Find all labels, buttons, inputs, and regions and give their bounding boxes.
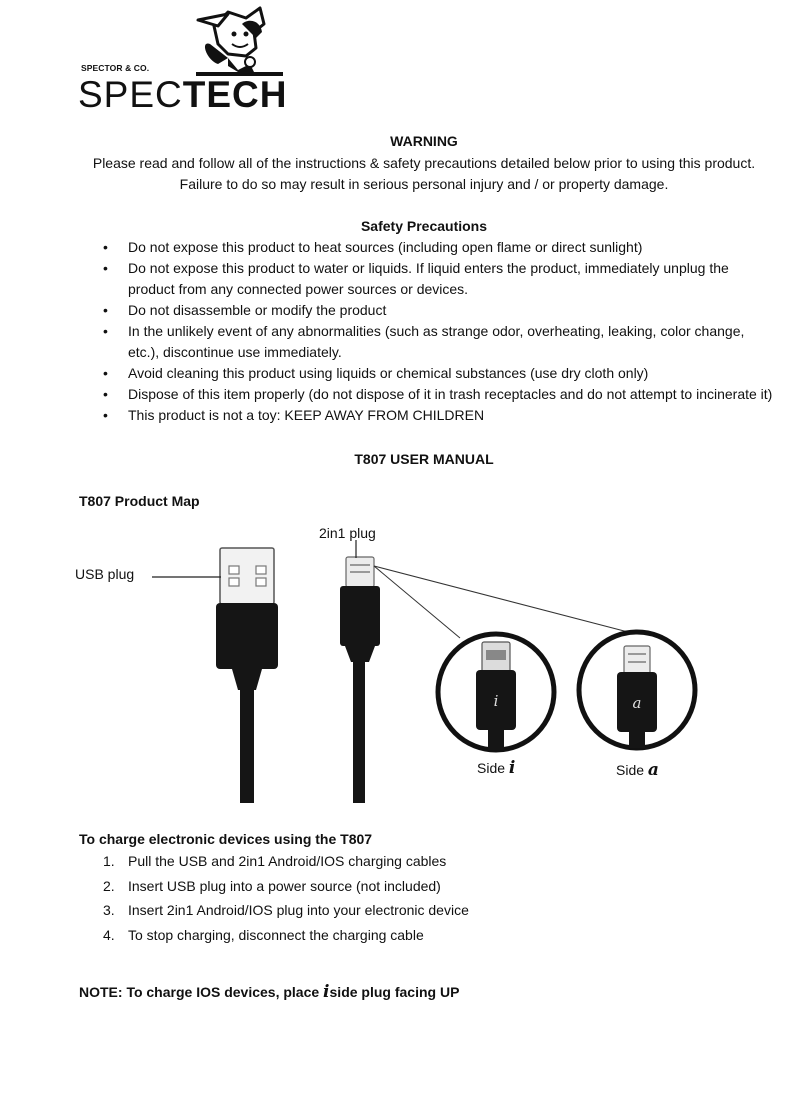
safety-title: Safety Precautions <box>360 218 488 234</box>
svg-text:a: a <box>632 694 642 712</box>
safety-item-text: Do not expose this product to water or liquids. If liquid enters the product, immediately unplug the product from any connected power sources or devices. <box>128 260 729 297</box>
list-item <box>78 237 778 258</box>
side-a-detail <box>579 632 695 748</box>
logo-wordmark <box>78 75 288 115</box>
2in1-plug-icon <box>340 557 380 803</box>
safety-item-text: Do not expose this product to heat sources (including open flame or direct sunlight) <box>128 239 643 255</box>
note-prefix: NOTE: To charge IOS devices, place <box>79 984 324 1000</box>
bullet-icon: • <box>103 260 108 276</box>
bullet-icon: • <box>103 239 108 255</box>
side-i-detail <box>438 634 554 750</box>
step-number: 4. <box>103 926 115 943</box>
usb-plug-icon <box>216 548 278 803</box>
note-i-glyph: i <box>323 982 330 1002</box>
label-2in1-plug: 2in1 plug <box>319 525 376 541</box>
list-item <box>78 925 778 950</box>
bullet-icon: • <box>103 302 108 318</box>
safety-item-text: This product is not a toy: KEEP AWAY FROM CHILDREN <box>128 407 485 423</box>
side-word: Side <box>477 760 506 776</box>
safety-item-text: Do not disassemble or modify the product <box>128 302 387 318</box>
logo-company-name: SPECTOR & CO. <box>81 63 150 73</box>
safety-item-text: In the unlikely event of any abnormalities (such as strange odor, overheating, leaking, color change, etc.), discontinue use immediately. <box>128 323 745 360</box>
label-usb-plug: USB plug <box>75 566 135 582</box>
step-text: Pull the USB and 2in1 Android/IOS charging cables <box>128 853 447 869</box>
note-suffix: side plug facing UP <box>329 984 460 1000</box>
bullet-icon: • <box>103 386 108 402</box>
bullet-icon: • <box>103 323 108 339</box>
side-i-glyph: i <box>508 758 516 778</box>
list-item <box>78 384 778 405</box>
label-side-a <box>616 760 659 780</box>
side-word: Side <box>616 762 645 778</box>
list-item <box>78 258 778 300</box>
safety-list <box>78 237 778 426</box>
warning-title: WARNING <box>390 133 458 149</box>
list-item <box>78 321 778 363</box>
manual-title: T807 USER MANUAL <box>354 451 494 467</box>
product-map-title: T807 Product Map <box>79 493 200 509</box>
logo-word-light: SPEC <box>78 74 183 115</box>
list-item <box>78 851 778 876</box>
step-text: To stop charging, disconnect the charging cable <box>128 926 424 943</box>
side-a-glyph: a <box>647 760 659 780</box>
list-item <box>78 876 778 901</box>
product-map-diagram <box>0 515 808 810</box>
step-number: 3. <box>103 902 115 918</box>
bullet-icon: • <box>103 365 108 381</box>
warning-text: Please read and follow all of the instructions & safety precautions detailed below prior to using this product. Failure to do so may result in serious personal injury and / or property damage. <box>92 155 756 192</box>
list-item <box>78 300 778 321</box>
svg-text:i: i <box>493 692 499 710</box>
safety-item-text: Dispose of this item properly (do not dispose of it in trash receptacles and do not attempt to incinerate it) <box>128 386 773 402</box>
step-text: Insert USB plug into a power source (not included) <box>128 877 441 894</box>
safety-item-text: Avoid cleaning this product using liquids or chemical substances (use dry cloth only) <box>128 365 649 381</box>
list-item <box>78 900 778 925</box>
step-number: 1. <box>103 853 115 869</box>
charging-title: To charge electronic devices using the T807 <box>79 831 373 847</box>
step-number: 2. <box>103 877 115 894</box>
step-text: Insert 2in1 Android/IOS plug into your electronic device <box>128 902 469 918</box>
logo-word-heavy: TECH <box>182 74 288 115</box>
bullet-icon: • <box>103 407 108 423</box>
list-item <box>78 363 778 384</box>
label-side-i <box>477 758 515 778</box>
ios-note <box>79 982 459 1003</box>
charging-steps <box>78 851 778 949</box>
list-item <box>78 405 778 426</box>
